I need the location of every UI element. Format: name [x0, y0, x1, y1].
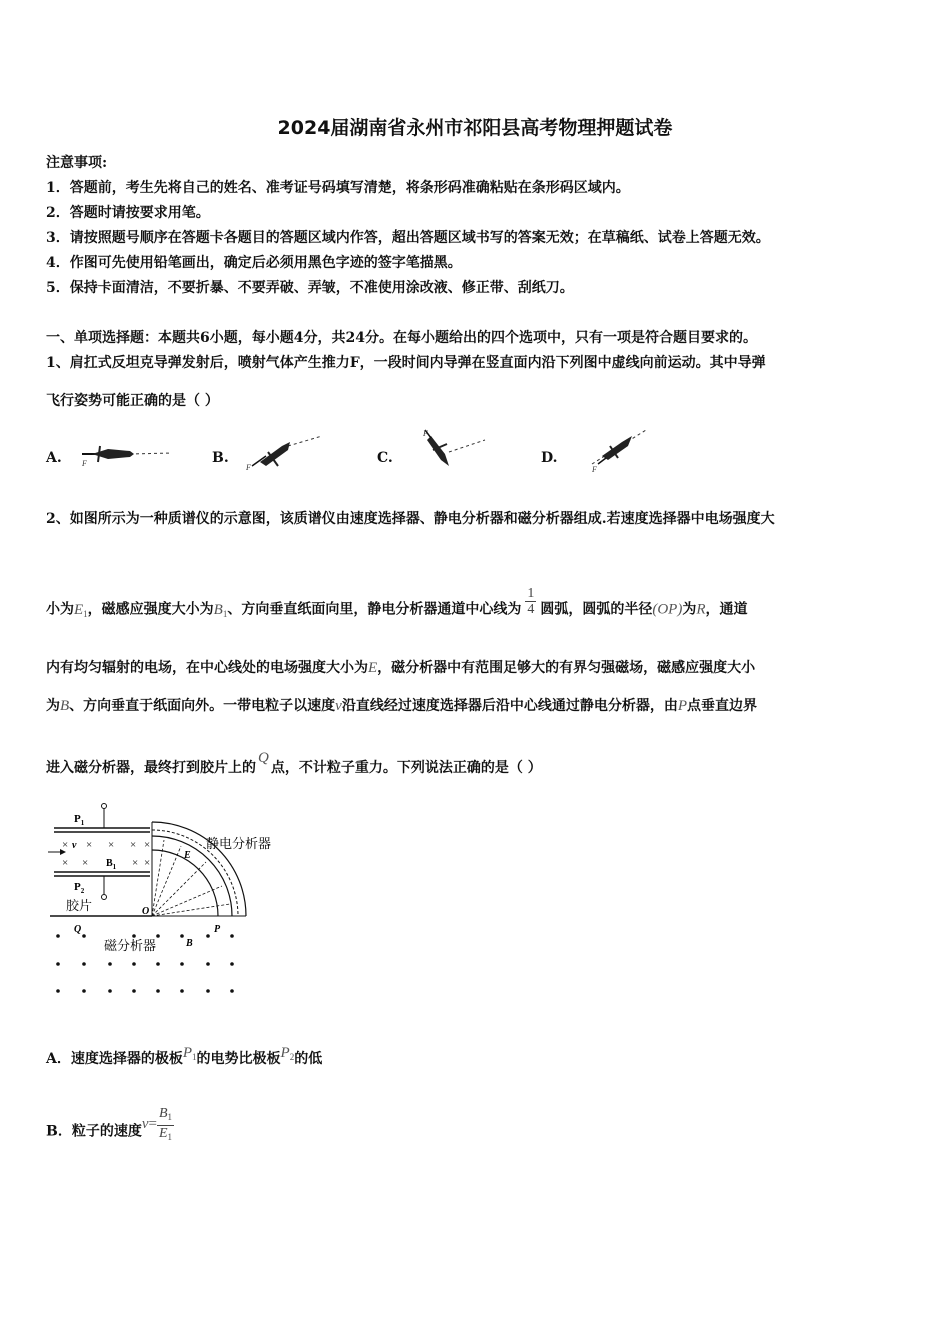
q2-text-line4 — [46, 695, 757, 715]
notice-item: 5．保持卡面清洁，不要折暴、不要弄破、弄皱，不准使用涂改液、修正带、刮纸刀。 — [46, 280, 574, 296]
q2-text-line3 — [46, 657, 755, 677]
symbol-P1 — [183, 1045, 197, 1061]
svg-text:×: × — [82, 857, 89, 869]
text: 为 — [46, 698, 60, 714]
symbol: P — [182, 1045, 193, 1061]
label-film: 胶片 — [66, 898, 93, 913]
subscript: 1 — [83, 608, 88, 619]
notice-item: 2．答题时请按要求用笔。 — [46, 205, 210, 221]
page-title: 2024届湖南省永州市祁阳县高考物理押题试卷 — [277, 117, 673, 139]
notice-item: 1．答题前，考生先将自己的姓名、准考证号码填写清楚，将条形码准确粘贴在条形码区域内。 — [46, 180, 630, 196]
symbol-P2 — [281, 1045, 295, 1061]
text: 进入磁分析器，最终打到胶片上的 — [46, 760, 256, 776]
fraction-denominator: 4 — [527, 602, 535, 617]
label-v: v — [72, 840, 77, 851]
symbol-E1 — [74, 602, 88, 618]
svg-text:×: × — [62, 839, 69, 851]
notice-item: 4．作图可先使用铅笔画出，确定后必须用黑色字迹的签字笔描黑。 — [46, 255, 462, 271]
q1-text-line1: 1、肩扛式反坦克导弹发射后，喷射气体产生推力F，一段时间内导弹在竖直面内沿下列图中虚线向前运动。其中导弹 — [46, 355, 766, 371]
q2-text-line1: 2、如图所示为一种质谱仪的示意图，该质谱仪由速度选择器、静电分析器和磁分析器组成.若速度选择器中电场强度大 — [46, 511, 775, 527]
text: 的电势比极板 — [196, 1051, 281, 1067]
force-label: F — [246, 463, 251, 472]
q1-option-a-label: A. — [46, 450, 62, 466]
fraction-numerator: 1 — [527, 586, 535, 601]
subscript: 2 — [289, 1052, 295, 1062]
text: 点垂直边界 — [687, 698, 758, 714]
label-magnetic-analyzer: 磁分析器 — [104, 938, 157, 953]
q2-option-a — [46, 1045, 323, 1068]
svg-text:×: × — [86, 839, 93, 851]
force-label: F — [592, 465, 597, 474]
symbol: B — [213, 601, 223, 618]
label-P: P — [214, 924, 221, 935]
mass-spectrometer-figure — [46, 800, 306, 1005]
force-label: F — [82, 459, 87, 468]
symbol-v: v — [335, 698, 342, 714]
label-O: O — [142, 906, 150, 917]
q1-option-d-label: D. — [541, 450, 558, 466]
symbol-B: B — [60, 698, 70, 714]
text: 圆弧，圆弧的半径 — [540, 601, 653, 618]
symbol-v: v — [141, 1115, 149, 1132]
text: 为 — [682, 601, 697, 618]
text: A．速度选择器的极板 — [46, 1051, 183, 1067]
svg-text:×: × — [108, 839, 115, 851]
symbol-P: P — [677, 698, 688, 714]
q2-option-b — [46, 1106, 174, 1151]
q1-option-b-missile-figure — [238, 426, 328, 474]
svg-text:×: × — [62, 857, 69, 869]
subscript: 1 — [167, 1112, 173, 1122]
q1-option-b-label: B. — [212, 450, 229, 466]
text: ，磁感应强度大小为 — [87, 601, 214, 618]
symbol: E — [74, 601, 84, 618]
q1-option-c-label: C. — [377, 450, 393, 466]
label-P1: $P_1$ — [74, 813, 85, 827]
label-P2: $P_2$ — [74, 881, 85, 895]
subscript: 1 — [192, 1052, 197, 1062]
text: ，磁分析器中有范围足够大的有界匀强磁场，磁感应强度大小 — [377, 660, 756, 676]
fraction-numerator — [157, 1106, 174, 1126]
text: 点，不计粒子重力。下列说法正确的是（ ） — [270, 760, 542, 776]
subscript: 1 — [222, 608, 228, 619]
text: 小为 — [46, 601, 74, 618]
section-heading: 一、单项选择题：本题共6小题，每小题4分，共24分。在每小题给出的四个选项中，只有一项是符合题目要求的。 — [46, 330, 757, 346]
q2-text-line2 — [46, 586, 748, 625]
label-B1: $B_1$ — [106, 858, 117, 871]
svg-text:×: × — [144, 839, 151, 851]
text: 、方向垂直纸面向里，静电分析器通道中心线为 — [227, 601, 522, 618]
q1-text-line2: 飞行姿势可能正确的是（ ） — [46, 393, 219, 409]
symbol-R: R — [696, 601, 706, 618]
label-B: B — [186, 938, 193, 949]
symbol-Q: Q — [258, 750, 269, 766]
symbol: B — [158, 1106, 168, 1121]
fraction-B1-over-E1 — [157, 1106, 174, 1145]
label-E: E — [184, 850, 191, 861]
q1-option-c-missile-figure — [405, 426, 490, 474]
label-Q: Q — [74, 924, 82, 935]
text: ，通道 — [705, 601, 748, 618]
equals-sign: = — [148, 1115, 157, 1132]
q2-text-line5 — [46, 750, 542, 777]
symbol: P — [280, 1045, 290, 1061]
text: 、方向垂直于纸面向外。一带电粒子以速度 — [69, 698, 336, 714]
notice-heading: 注意事项: — [46, 155, 108, 171]
force-label: F — [423, 429, 428, 438]
text: 内有均匀辐射的电场，在中心线处的电场强度大小为 — [46, 660, 368, 676]
symbol-B1 — [214, 602, 228, 618]
svg-text:×: × — [144, 857, 151, 869]
symbol: E — [158, 1126, 168, 1141]
text: 的低 — [294, 1051, 323, 1067]
q1-option-a-missile-figure — [72, 436, 182, 472]
text: B．粒子的速度 — [46, 1123, 142, 1140]
fraction-denominator — [157, 1126, 174, 1145]
subscript: 1 — [167, 1132, 173, 1142]
svg-text:×: × — [132, 857, 139, 869]
q1-option-d-missile-figure — [572, 424, 652, 474]
svg-text:×: × — [130, 839, 137, 851]
symbol-E: E — [368, 660, 378, 676]
symbol-OP: (OP) — [652, 601, 683, 618]
label-electrostatic-analyzer: 静电分析器 — [206, 836, 272, 851]
notice-item: 3．请按照题号顺序在答题卡各题目的答题区域内作答，超出答题区域书写的答案无效；在草稿纸、试卷上答题无效。 — [46, 230, 770, 246]
fraction-quarter — [525, 586, 536, 617]
text: 沿直线经过速度选择器后沿中心线通过静电分析器，由 — [341, 698, 678, 714]
